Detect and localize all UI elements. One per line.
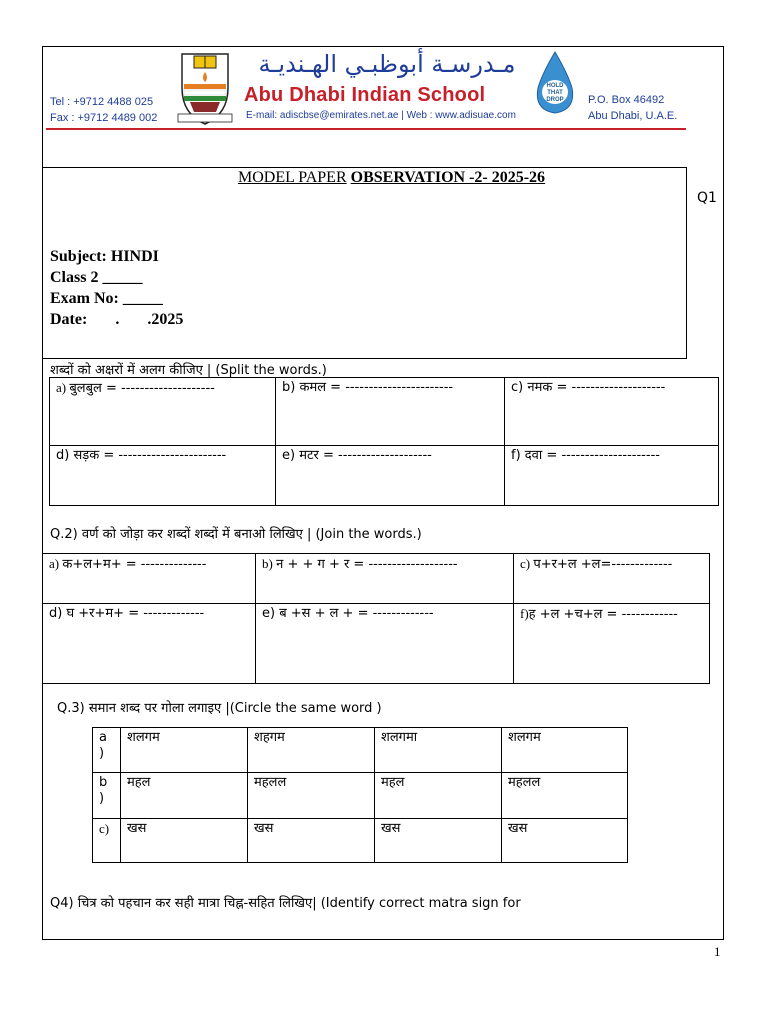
q3-row-label: b ) bbox=[93, 773, 121, 819]
school-name-arabic: مـدرسـة أبوظبـي الهـنديـة bbox=[258, 50, 516, 78]
q1-tag: Q1 bbox=[697, 190, 717, 206]
q3-word[interactable]: खस bbox=[248, 819, 375, 863]
q1-cell-f: f) दवा = --------------------- bbox=[505, 446, 719, 506]
q2-cell-d: d) घ +र+म+ = ------------- bbox=[43, 604, 256, 684]
q2-cell-b: b) न + + ग + र = ------------------- bbox=[256, 554, 514, 604]
q1-instruction: शब्दों को अक्षरों में अलग कीजिए | (Split the words.) bbox=[50, 363, 327, 378]
q3-row-c bbox=[93, 819, 628, 863]
paper-title-prefix: MODEL PAPER bbox=[238, 169, 347, 186]
contact-right bbox=[588, 92, 677, 124]
school-email-web: E-mail: adiscbse@emirates.net.ae | Web : www.adisuae.com bbox=[246, 110, 516, 121]
school-name: Abu Dhabi Indian School bbox=[244, 84, 486, 106]
q2-cell-f: f)ह +ल +च+ल = ------------ bbox=[514, 604, 710, 684]
q3-row-label: a ) bbox=[93, 728, 121, 773]
q2-cell-c: c) प+र+ल +ल=------------- bbox=[514, 554, 710, 604]
contact-left bbox=[50, 94, 157, 126]
class-line: Class 2 _____ bbox=[50, 269, 143, 286]
q1-cell-d: d) सड़क = ----------------------- bbox=[50, 446, 276, 506]
q1-table bbox=[49, 377, 719, 506]
header-rule bbox=[46, 128, 686, 130]
q3-row-b bbox=[93, 773, 628, 819]
q3-table bbox=[92, 727, 628, 863]
q3-word[interactable]: शहगम bbox=[248, 728, 375, 773]
telephone: Tel : +9712 4488 025 bbox=[50, 96, 154, 108]
paper-title-main: OBSERVATION -2- 2025-26 bbox=[350, 169, 546, 186]
q3-word[interactable]: महलल bbox=[502, 773, 628, 819]
q1-cell-c: c) नमक = -------------------- bbox=[505, 378, 719, 446]
q3-word[interactable]: शलगम bbox=[121, 728, 248, 773]
q3-word[interactable]: महल bbox=[375, 773, 502, 819]
q1-cell-e: e) मटर = -------------------- bbox=[276, 446, 505, 506]
q2-cell-a: a) क+ल+म+ = -------------- bbox=[43, 554, 256, 604]
page-number: 1 bbox=[714, 944, 721, 959]
q4-instruction: Q4) चित्र को पहचान कर सही मात्रा चिह्न-सहित लिखिए| (Identify correct matra sign for bbox=[50, 896, 521, 911]
q3-row-a bbox=[93, 728, 628, 773]
q3-word[interactable]: शलगमा bbox=[375, 728, 502, 773]
q3-word[interactable]: खस bbox=[121, 819, 248, 863]
fax: Fax : +9712 4489 002 bbox=[50, 112, 158, 124]
subject-line: Subject: HINDI bbox=[50, 248, 159, 265]
drop-logo-text-3: DROP bbox=[546, 97, 564, 103]
q1-cell-a: a) बुलबुल = -------------------- bbox=[50, 378, 276, 446]
q3-word[interactable]: महलल bbox=[248, 773, 375, 819]
hold-that-drop-logo bbox=[534, 50, 576, 116]
q2-instruction: Q.2) वर्ण को जोड़ा कर शब्दों शब्दों में बनाओ लिखिए | (Join the words.) bbox=[50, 527, 422, 542]
q3-word[interactable]: खस bbox=[375, 819, 502, 863]
q3-word[interactable]: खस bbox=[502, 819, 628, 863]
q3-instruction: Q.3) समान शब्द पर गोला लगाइए |(Circle the same word ) bbox=[57, 701, 382, 716]
q2-table bbox=[42, 553, 710, 684]
letterhead bbox=[42, 46, 724, 136]
q3-word[interactable]: महल bbox=[121, 773, 248, 819]
date-line: Date: . .2025 bbox=[50, 311, 184, 328]
q2-cell-e: e) ब +स + ल + = ------------- bbox=[256, 604, 514, 684]
q3-word[interactable]: शलगम bbox=[502, 728, 628, 773]
drop-logo-text-2: THAT bbox=[547, 90, 563, 96]
exam-no-line: Exam No: _____ bbox=[50, 290, 163, 307]
paper-title bbox=[238, 169, 545, 187]
city: Abu Dhabi, U.A.E. bbox=[588, 110, 678, 122]
drop-logo-text-1: HOLD bbox=[546, 83, 564, 89]
po-box: P.O. Box 46492 bbox=[588, 94, 665, 106]
q3-row-label: c) bbox=[93, 819, 121, 863]
school-crest-logo bbox=[176, 48, 234, 126]
q1-cell-b: b) कमल = ----------------------- bbox=[276, 378, 505, 446]
